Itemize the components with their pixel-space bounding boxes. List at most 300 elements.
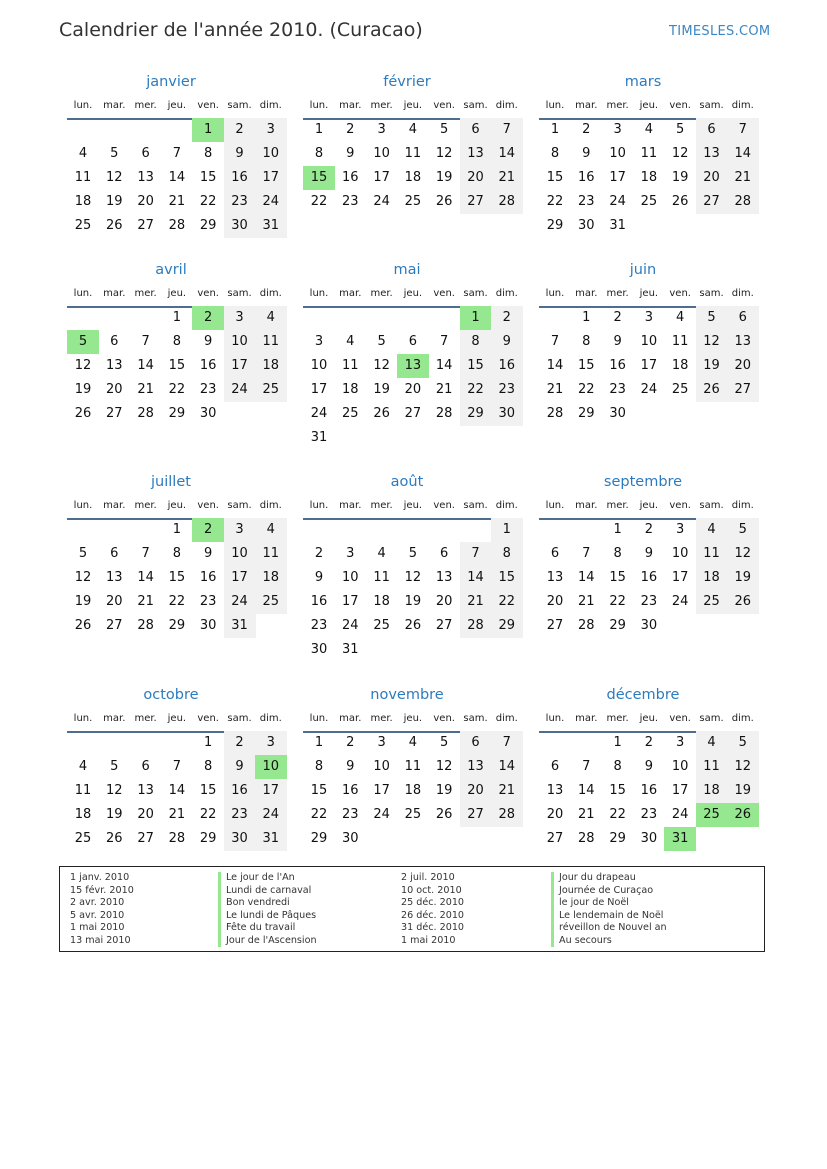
- day-cell: 19: [106, 194, 123, 209]
- day-cell: 4: [78, 759, 88, 774]
- legend-holiday-name: Le jour de l'An: [226, 872, 295, 883]
- day-cell: 20: [137, 807, 154, 822]
- day-cell: 14: [546, 358, 564, 373]
- weekday-header: mer.: [134, 713, 157, 724]
- day-cell: 17: [373, 783, 390, 798]
- day-cell: 9: [644, 759, 654, 774]
- day-cell: 17: [609, 170, 626, 185]
- day-cell: 21: [168, 807, 186, 822]
- day-cell: 18: [255, 354, 287, 378]
- legend-holiday-date: 13 mai 2010: [70, 934, 131, 946]
- day-cell: 24: [640, 382, 658, 397]
- holiday-day-cell: 2: [192, 518, 224, 542]
- day-cell: 9: [644, 546, 654, 561]
- weekday-header: lun.: [545, 500, 565, 511]
- day-cell: 3: [676, 522, 685, 537]
- day-cell: 27: [106, 406, 123, 421]
- day-cell: 29: [168, 618, 186, 633]
- weekday-header: ven.: [197, 288, 219, 299]
- day-cell: 21: [491, 779, 523, 803]
- day-cell: 17: [255, 166, 287, 190]
- weekday-header: mar.: [339, 713, 362, 724]
- day-cell: 11: [404, 759, 422, 774]
- weekday-header: sam.: [227, 713, 252, 724]
- weekday-header: jeu.: [167, 288, 187, 299]
- day-cell: 12: [696, 330, 728, 354]
- day-cell: 20: [435, 594, 453, 609]
- holiday-day-cell: 15: [303, 166, 335, 190]
- day-cell: 3: [377, 735, 386, 750]
- month-divider: [303, 518, 519, 520]
- day-cell: 3: [255, 118, 287, 142]
- weekday-header: mer.: [606, 288, 629, 299]
- day-cell: 10: [224, 542, 256, 566]
- day-cell: 19: [404, 594, 422, 609]
- legend-holiday-name: le jour de Noël: [559, 897, 629, 908]
- weekday-header: lun.: [309, 288, 329, 299]
- day-cell: 11: [696, 542, 728, 566]
- day-cell: 25: [342, 406, 359, 421]
- day-cell: 18: [373, 594, 390, 609]
- day-cell: 29: [546, 218, 564, 233]
- day-cell: 2: [224, 731, 256, 755]
- holiday-day-cell: 5: [67, 330, 99, 354]
- day-cell: 22: [546, 194, 564, 209]
- day-cell: 3: [314, 334, 324, 349]
- day-cell: 26: [373, 406, 390, 421]
- weekday-header: mer.: [134, 288, 157, 299]
- day-cell: 4: [696, 731, 728, 755]
- weekday-header: sam.: [227, 500, 252, 511]
- day-cell: 29: [578, 406, 595, 421]
- legend-holiday-name: Le lundi de Pâques: [226, 909, 317, 921]
- day-cell: 8: [204, 146, 213, 161]
- day-cell: 10: [342, 570, 359, 585]
- day-cell: 21: [435, 382, 453, 397]
- day-cell: 29: [199, 218, 217, 233]
- weekday-header: sam.: [699, 288, 724, 299]
- day-cell: 28: [460, 614, 492, 638]
- day-cell: 30: [640, 618, 658, 633]
- day-cell: 4: [408, 735, 418, 750]
- day-cell: 12: [404, 570, 422, 585]
- day-cell: 20: [727, 354, 759, 378]
- day-cell: 19: [74, 382, 92, 397]
- weekday-header: dim.: [495, 713, 518, 724]
- day-cell: 5: [440, 122, 449, 137]
- legend-holiday-date: 1 janv. 2010: [70, 872, 130, 883]
- legend-holiday-name: Journée de Curaçao: [559, 884, 654, 896]
- day-cell: 10: [609, 146, 626, 161]
- weekday-header: mer.: [606, 100, 629, 111]
- legend-holiday-name: Fête du travail: [226, 922, 296, 933]
- day-cell: 15: [199, 783, 217, 798]
- day-cell: 1: [204, 735, 213, 750]
- day-cell: 12: [435, 146, 453, 161]
- day-cell: 25: [255, 590, 287, 614]
- day-cell: 6: [110, 334, 119, 349]
- day-cell: 15: [199, 170, 217, 185]
- holiday-day-cell: 1: [460, 306, 492, 330]
- holiday-day-cell: 2: [192, 306, 224, 330]
- day-cell: 8: [613, 759, 622, 774]
- day-cell: 1: [314, 735, 324, 750]
- day-cell: 15: [310, 783, 328, 798]
- day-cell: 17: [671, 783, 689, 798]
- day-cell: 17: [373, 170, 390, 185]
- day-cell: 18: [404, 170, 422, 185]
- weekday-header: dim.: [495, 100, 518, 111]
- day-cell: 14: [435, 358, 453, 373]
- day-cell: 11: [696, 755, 728, 779]
- day-cell: 26: [106, 218, 123, 233]
- day-cell: 23: [310, 618, 328, 633]
- day-cell: 26: [404, 618, 422, 633]
- day-cell: 8: [491, 542, 523, 566]
- day-cell: 13: [546, 570, 564, 585]
- day-cell: 6: [110, 546, 119, 561]
- month-name: mars: [624, 74, 662, 90]
- day-cell: 20: [696, 166, 728, 190]
- day-cell: 9: [204, 334, 213, 349]
- day-cell: 10: [671, 759, 689, 774]
- day-cell: 15: [546, 170, 564, 185]
- day-cell: 23: [199, 382, 217, 397]
- month-name: avril: [155, 262, 187, 278]
- weekday-header: mer.: [370, 100, 393, 111]
- legend-holiday-date: 26 déc. 2010: [401, 909, 465, 921]
- legend-holiday-date: 5 avr. 2010: [70, 909, 125, 921]
- day-cell: 5: [696, 306, 728, 330]
- day-cell: 26: [106, 831, 123, 846]
- day-cell: 21: [137, 382, 154, 397]
- day-cell: 27: [546, 831, 564, 846]
- weekday-header: jeu.: [167, 100, 187, 111]
- day-cell: 13: [137, 783, 154, 798]
- day-cell: 19: [671, 170, 689, 185]
- day-cell: 26: [696, 378, 728, 402]
- day-cell: 24: [342, 618, 359, 633]
- day-cell: 15: [578, 358, 595, 373]
- day-cell: 14: [137, 570, 154, 585]
- day-cell: 6: [440, 546, 449, 561]
- day-cell: 18: [74, 194, 92, 209]
- day-cell: 6: [727, 306, 759, 330]
- weekday-header: dim.: [259, 713, 282, 724]
- day-cell: 24: [671, 594, 689, 609]
- weekday-header: jeu.: [403, 713, 423, 724]
- weekday-header: ven.: [433, 288, 455, 299]
- day-cell: 30: [342, 831, 359, 846]
- day-cell: 1: [172, 522, 182, 537]
- day-cell: 12: [106, 170, 123, 185]
- month-name: juin: [629, 262, 657, 278]
- day-cell: 16: [640, 570, 658, 585]
- day-cell: 23: [342, 807, 359, 822]
- weekday-header: dim.: [731, 713, 754, 724]
- weekday-header: ven.: [197, 713, 219, 724]
- day-cell: 6: [408, 334, 418, 349]
- day-cell: 25: [255, 378, 287, 402]
- day-cell: 15: [491, 566, 523, 590]
- legend-left-names: [218, 872, 317, 947]
- legend-holiday-name: Jour de l'Ascension: [226, 934, 317, 946]
- day-cell: 10: [373, 759, 390, 774]
- day-cell: 19: [696, 354, 728, 378]
- day-cell: 14: [168, 783, 186, 798]
- day-cell: 28: [578, 831, 595, 846]
- day-cell: 16: [224, 779, 256, 803]
- day-cell: 3: [224, 306, 256, 330]
- legend-holiday-date: 31 déc. 2010: [401, 922, 465, 933]
- day-cell: 3: [644, 310, 654, 325]
- day-cell: 11: [342, 358, 359, 373]
- weekday-header: sam.: [227, 288, 252, 299]
- weekday-header: mer.: [134, 500, 157, 511]
- weekday-header: jeu.: [167, 713, 187, 724]
- day-cell: 12: [74, 358, 92, 373]
- weekday-header: mer.: [606, 500, 629, 511]
- weekday-header: ven.: [669, 500, 691, 511]
- day-cell: 4: [644, 122, 654, 137]
- day-cell: 24: [255, 190, 287, 214]
- weekday-header: lun.: [73, 500, 93, 511]
- day-cell: 14: [137, 358, 154, 373]
- day-cell: 13: [727, 330, 759, 354]
- day-cell: 22: [168, 382, 186, 397]
- day-cell: 2: [582, 122, 591, 137]
- day-cell: 30: [199, 406, 217, 421]
- weekday-header: mar.: [575, 500, 598, 511]
- weekday-header: jeu.: [639, 100, 659, 111]
- weekday-header: dim.: [731, 100, 754, 111]
- day-cell: 10: [640, 334, 658, 349]
- day-cell: 28: [168, 218, 186, 233]
- weekday-header: jeu.: [403, 288, 423, 299]
- day-cell: 26: [671, 194, 689, 209]
- weekday-header: lun.: [309, 100, 329, 111]
- day-cell: 13: [106, 358, 123, 373]
- day-cell: 15: [460, 354, 492, 378]
- day-cell: 30: [224, 827, 256, 851]
- day-cell: 13: [460, 755, 492, 779]
- day-cell: 10: [671, 546, 689, 561]
- day-cell: 19: [435, 783, 453, 798]
- day-cell: 24: [310, 406, 328, 421]
- day-cell: 14: [491, 142, 523, 166]
- weekday-header: ven.: [433, 713, 455, 724]
- day-cell: 15: [609, 570, 626, 585]
- day-cell: 25: [640, 194, 658, 209]
- page-title: Calendrier de l'année 2010. (Curacao): [59, 19, 423, 41]
- day-cell: 27: [696, 190, 728, 214]
- day-cell: 18: [404, 783, 422, 798]
- day-cell: 24: [609, 194, 626, 209]
- day-cell: 12: [727, 542, 759, 566]
- weekday-header: mar.: [339, 100, 362, 111]
- day-cell: 4: [78, 146, 88, 161]
- day-cell: 5: [408, 546, 418, 561]
- day-cell: 1: [613, 522, 622, 537]
- day-cell: 11: [255, 330, 287, 354]
- day-cell: 18: [696, 566, 728, 590]
- weekday-header: dim.: [259, 500, 282, 511]
- weekday-header: mar.: [103, 288, 126, 299]
- day-cell: 1: [550, 122, 560, 137]
- day-cell: 8: [172, 334, 182, 349]
- weekday-header: jeu.: [167, 500, 187, 511]
- day-cell: 23: [640, 807, 658, 822]
- weekday-header: sam.: [699, 100, 724, 111]
- day-cell: 17: [640, 358, 658, 373]
- legend-holiday-date: 2 avr. 2010: [70, 897, 125, 908]
- day-cell: 16: [342, 783, 359, 798]
- legend-holiday-date: 2 juil. 2010: [401, 872, 455, 883]
- legend-holiday-name: Lundi de carnaval: [226, 884, 312, 896]
- day-cell: 2: [346, 122, 355, 137]
- weekday-header: lun.: [309, 500, 329, 511]
- day-cell: 5: [78, 546, 88, 561]
- weekday-header: ven.: [669, 713, 691, 724]
- day-cell: 2: [491, 306, 523, 330]
- weekday-header: jeu.: [639, 288, 659, 299]
- day-cell: 18: [255, 566, 287, 590]
- weekday-header: sam.: [463, 288, 488, 299]
- day-cell: 16: [342, 170, 359, 185]
- day-cell: 21: [727, 166, 759, 190]
- month-name: décembre: [606, 687, 680, 703]
- month-name: février: [383, 74, 431, 90]
- weekday-header: mar.: [339, 288, 362, 299]
- day-cell: 25: [373, 618, 390, 633]
- day-cell: 21: [168, 194, 186, 209]
- legend-holiday-date: 10 oct. 2010: [401, 884, 462, 896]
- weekday-header: mer.: [606, 713, 629, 724]
- day-cell: 16: [310, 594, 328, 609]
- holiday-day-cell: 25: [696, 803, 728, 827]
- day-cell: 13: [435, 570, 453, 585]
- month-name: janvier: [146, 74, 196, 90]
- day-cell: 30: [224, 214, 256, 238]
- day-cell: 24: [373, 807, 390, 822]
- day-cell: 4: [377, 546, 386, 561]
- day-cell: 4: [696, 518, 728, 542]
- day-cell: 3: [224, 518, 256, 542]
- day-cell: 20: [460, 166, 492, 190]
- weekday-header: ven.: [197, 500, 219, 511]
- weekday-header: lun.: [545, 288, 565, 299]
- legend-holiday-name: Le lendemain de Noël: [559, 909, 664, 921]
- day-cell: 13: [106, 570, 123, 585]
- day-cell: 27: [460, 803, 492, 827]
- day-cell: 22: [460, 378, 492, 402]
- legend-holiday-name: Au secours: [559, 934, 612, 946]
- day-cell: 4: [255, 306, 287, 330]
- site-link[interactable]: TIMESLES.COM: [669, 24, 771, 39]
- day-cell: 26: [74, 618, 92, 633]
- day-cell: 21: [491, 166, 523, 190]
- day-cell: 21: [546, 382, 564, 397]
- legend-holiday-name: Bon vendredi: [226, 897, 290, 908]
- day-cell: 24: [671, 807, 689, 822]
- day-cell: 29: [168, 406, 186, 421]
- day-cell: 18: [696, 779, 728, 803]
- day-cell: 13: [460, 142, 492, 166]
- day-cell: 13: [546, 783, 564, 798]
- day-cell: 3: [676, 735, 685, 750]
- day-cell: 19: [435, 170, 453, 185]
- weekday-header: sam.: [227, 100, 252, 111]
- day-cell: 23: [609, 382, 626, 397]
- day-cell: 2: [314, 546, 324, 561]
- day-cell: 11: [373, 570, 390, 585]
- day-cell: 7: [440, 334, 449, 349]
- day-cell: 24: [224, 378, 256, 402]
- legend-right-dates: [401, 872, 464, 947]
- day-cell: 1: [314, 122, 324, 137]
- day-cell: 30: [609, 406, 626, 421]
- day-cell: 16: [491, 354, 523, 378]
- weekday-header: dim.: [495, 500, 518, 511]
- day-cell: 28: [137, 618, 154, 633]
- day-cell: 27: [404, 406, 422, 421]
- day-cell: 25: [696, 590, 728, 614]
- day-cell: 16: [199, 358, 217, 373]
- day-cell: 3: [346, 546, 355, 561]
- day-cell: 6: [141, 759, 150, 774]
- weekday-header: ven.: [433, 500, 455, 511]
- weekday-header: ven.: [669, 100, 691, 111]
- day-cell: 12: [435, 759, 453, 774]
- day-cell: 29: [310, 831, 328, 846]
- weekday-header: lun.: [73, 288, 93, 299]
- day-cell: 11: [74, 170, 92, 185]
- weekday-header: lun.: [309, 713, 329, 724]
- day-cell: 5: [727, 731, 759, 755]
- weekday-header: jeu.: [403, 500, 423, 511]
- weekday-header: jeu.: [639, 500, 659, 511]
- weekday-header: sam.: [463, 500, 488, 511]
- day-cell: 3: [613, 122, 622, 137]
- day-cell: 23: [578, 194, 595, 209]
- day-cell: 31: [310, 430, 328, 445]
- day-cell: 31: [255, 827, 287, 851]
- day-cell: 16: [224, 166, 256, 190]
- day-cell: 7: [491, 118, 523, 142]
- day-cell: 17: [671, 570, 689, 585]
- day-cell: 20: [546, 594, 564, 609]
- day-cell: 27: [727, 378, 759, 402]
- weekday-header: mar.: [103, 500, 126, 511]
- day-cell: 7: [491, 731, 523, 755]
- day-cell: 23: [342, 194, 359, 209]
- day-cell: 7: [582, 759, 591, 774]
- day-cell: 29: [609, 618, 626, 633]
- day-cell: 30: [199, 618, 217, 633]
- day-cell: 8: [582, 334, 591, 349]
- day-cell: 5: [377, 334, 386, 349]
- day-cell: 9: [613, 334, 622, 349]
- day-cell: 20: [106, 594, 123, 609]
- weekday-header: dim.: [259, 100, 282, 111]
- day-cell: 8: [204, 759, 213, 774]
- day-cell: 24: [224, 590, 256, 614]
- weekday-header: jeu.: [403, 100, 423, 111]
- day-cell: 25: [671, 382, 689, 397]
- day-cell: 24: [255, 803, 287, 827]
- day-cell: 17: [224, 354, 256, 378]
- day-cell: 30: [640, 831, 658, 846]
